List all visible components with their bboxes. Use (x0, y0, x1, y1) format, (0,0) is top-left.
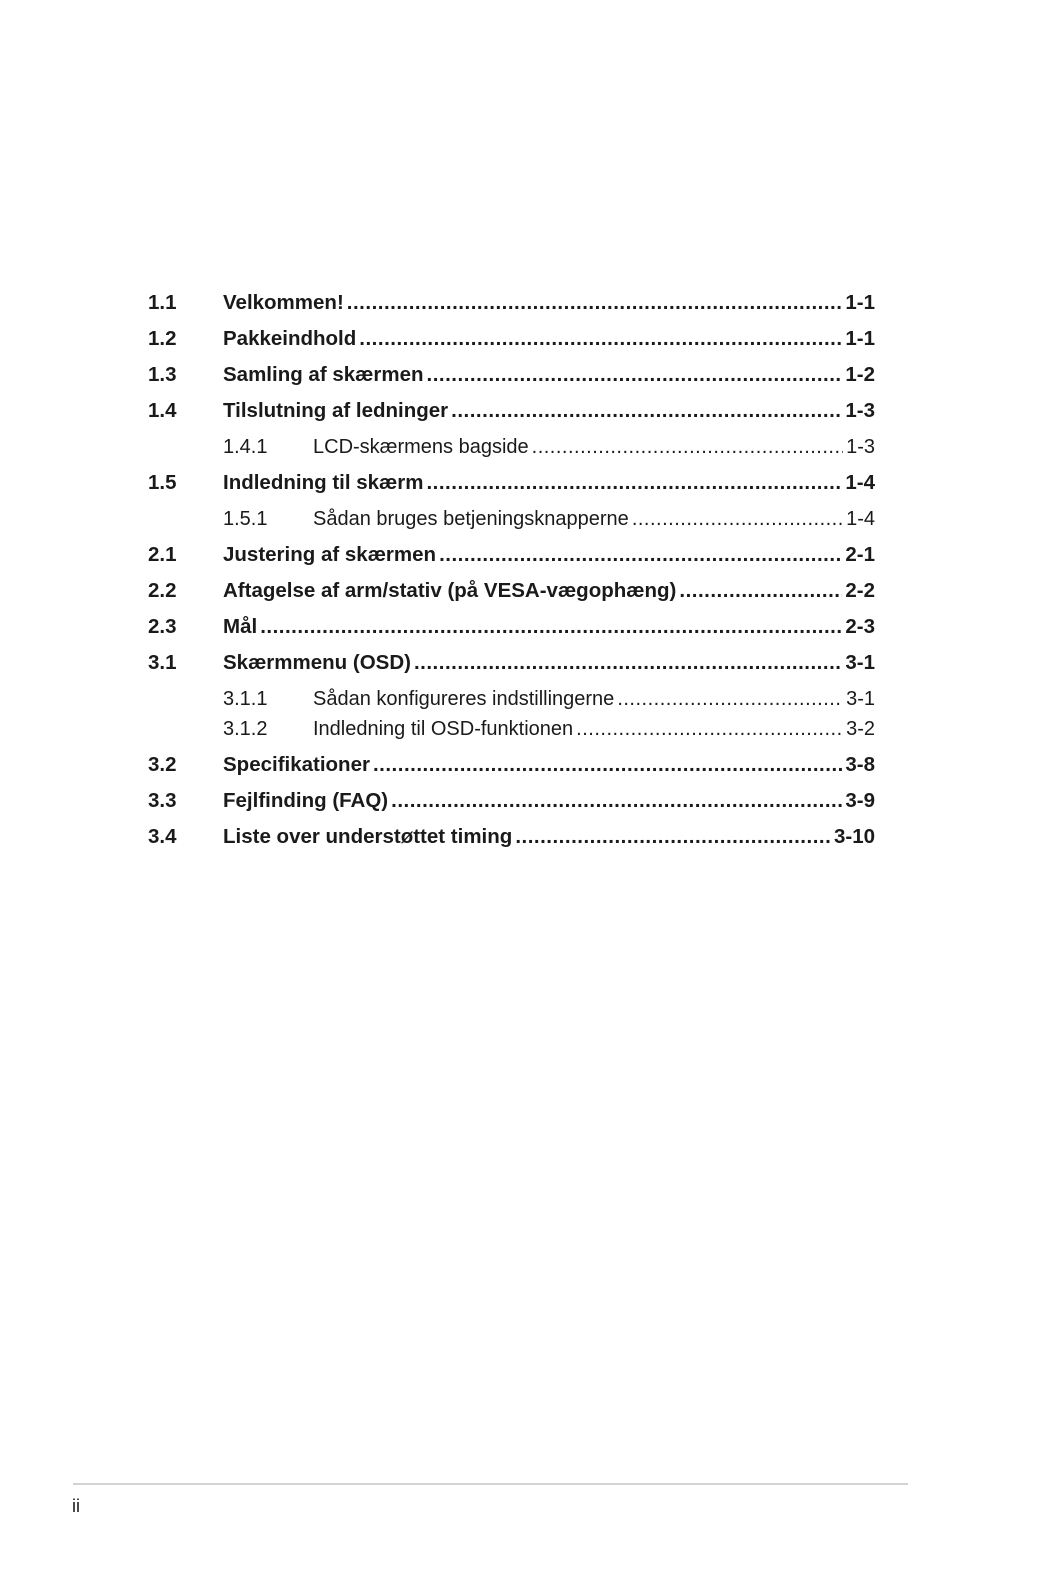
toc-entry-number: 3.4 (148, 825, 177, 848)
toc-entry[interactable] (148, 822, 875, 858)
toc-entry-number: 1.3 (148, 363, 177, 386)
toc-leader-dots (427, 360, 843, 390)
toc-subentry[interactable] (148, 432, 875, 468)
toc-entry[interactable] (148, 288, 875, 324)
toc-entry-page: 1-1 (845, 291, 875, 314)
toc-entry-title: Mål (223, 615, 258, 638)
toc-entry-page: 2-1 (845, 543, 875, 566)
toc-subentry[interactable] (148, 714, 875, 750)
toc-entry-title: Justering af skærmen (223, 543, 437, 566)
toc-entry-number: 2.2 (148, 579, 177, 602)
toc-entry-title: Sådan konfigureres indstillingerne (313, 688, 615, 710)
toc-entry-page: 1-3 (845, 399, 875, 422)
toc-entry[interactable] (148, 786, 875, 822)
footer-divider (73, 1483, 908, 1485)
toc-entry-title: Pakkeindhold (223, 327, 357, 350)
toc-leader-dots (347, 288, 843, 318)
toc-subentry[interactable] (148, 684, 875, 714)
toc-entry-title: Skærmmenu (OSD) (223, 651, 411, 674)
toc-entry-title: LCD-skærmens bagside (313, 436, 529, 458)
toc-entry-page: 3-10 (833, 825, 875, 848)
footer-page-number: ii (72, 1496, 80, 1516)
toc-entry-title: Tilslutning af ledninger (223, 399, 449, 422)
toc-leader-dots (679, 576, 842, 606)
toc-entry-number: 3.1.1 (223, 688, 268, 710)
toc-entry[interactable] (148, 324, 875, 360)
toc-entry-title: Specifikationer (223, 753, 370, 776)
toc-entry-number: 1.4.1 (223, 436, 268, 458)
toc-leader-dots (576, 714, 843, 744)
toc-entry-number: 3.3 (148, 789, 177, 812)
toc-leader-dots (439, 540, 842, 570)
toc-entry-title: Liste over understøttet timing (223, 825, 513, 848)
toc-leader-dots (451, 396, 842, 426)
toc-entry-page: 1-4 (846, 508, 875, 530)
toc-entry-page: 1-2 (845, 363, 875, 386)
toc-entry-title: Indledning til OSD-funktionen (313, 718, 574, 740)
toc-entry[interactable] (148, 468, 875, 504)
toc-entry-title: Indledning til skærm (223, 471, 424, 494)
toc-entry-page: 3-1 (846, 688, 875, 710)
toc-entry[interactable] (148, 612, 875, 648)
toc-entry-page: 1-1 (845, 327, 875, 350)
toc-entry-number: 1.5.1 (223, 508, 268, 530)
toc-entry[interactable] (148, 540, 875, 576)
toc-leader-dots (359, 324, 842, 354)
toc-entry-page: 2-2 (845, 579, 875, 602)
toc-leader-dots (391, 786, 842, 816)
table-of-contents (148, 288, 875, 858)
toc-entry-title: Samling af skærmen (223, 363, 424, 386)
toc-leader-dots (260, 612, 842, 642)
toc-entry-title: Sådan bruges betjeningsknapperne (313, 508, 629, 530)
toc-entry[interactable] (148, 576, 875, 612)
toc-entry-title: Aftagelse af arm/stativ (på VESA-vægophæng) (223, 579, 677, 602)
toc-entry-page: 3-1 (845, 651, 875, 674)
toc-entry-number: 1.1 (148, 291, 177, 314)
toc-entry-page: 1-3 (846, 436, 875, 458)
toc-entry-page: 3-9 (845, 789, 875, 812)
toc-leader-dots (632, 504, 843, 534)
toc-entry-page: 1-4 (845, 471, 875, 494)
toc-entry-number: 1.5 (148, 471, 177, 494)
toc-leader-dots (414, 648, 842, 678)
toc-leader-dots (532, 432, 843, 462)
toc-entry[interactable] (148, 360, 875, 396)
toc-entry-number: 1.2 (148, 327, 177, 350)
toc-entry-number: 3.2 (148, 753, 177, 776)
toc-leader-dots (617, 684, 843, 714)
toc-leader-dots (515, 822, 831, 852)
toc-entry[interactable] (148, 396, 875, 432)
toc-entry-page: 3-2 (846, 718, 875, 740)
toc-entry-title: Fejlfinding (FAQ) (223, 789, 389, 812)
toc-entry-page: 3-8 (845, 753, 875, 776)
toc-entry-number: 3.1.2 (223, 718, 268, 740)
toc-leader-dots (373, 750, 842, 780)
toc-entry[interactable] (148, 648, 875, 684)
toc-leader-dots (426, 468, 842, 498)
toc-entry[interactable] (148, 750, 875, 786)
toc-entry-number: 2.1 (148, 543, 177, 566)
toc-entry-number: 1.4 (148, 399, 177, 422)
toc-entry-page: 2-3 (845, 615, 875, 638)
toc-entry-title: Velkommen! (223, 291, 344, 314)
toc-entry-number: 2.3 (148, 615, 177, 638)
toc-entry-number: 3.1 (148, 651, 177, 674)
toc-subentry[interactable] (148, 504, 875, 540)
